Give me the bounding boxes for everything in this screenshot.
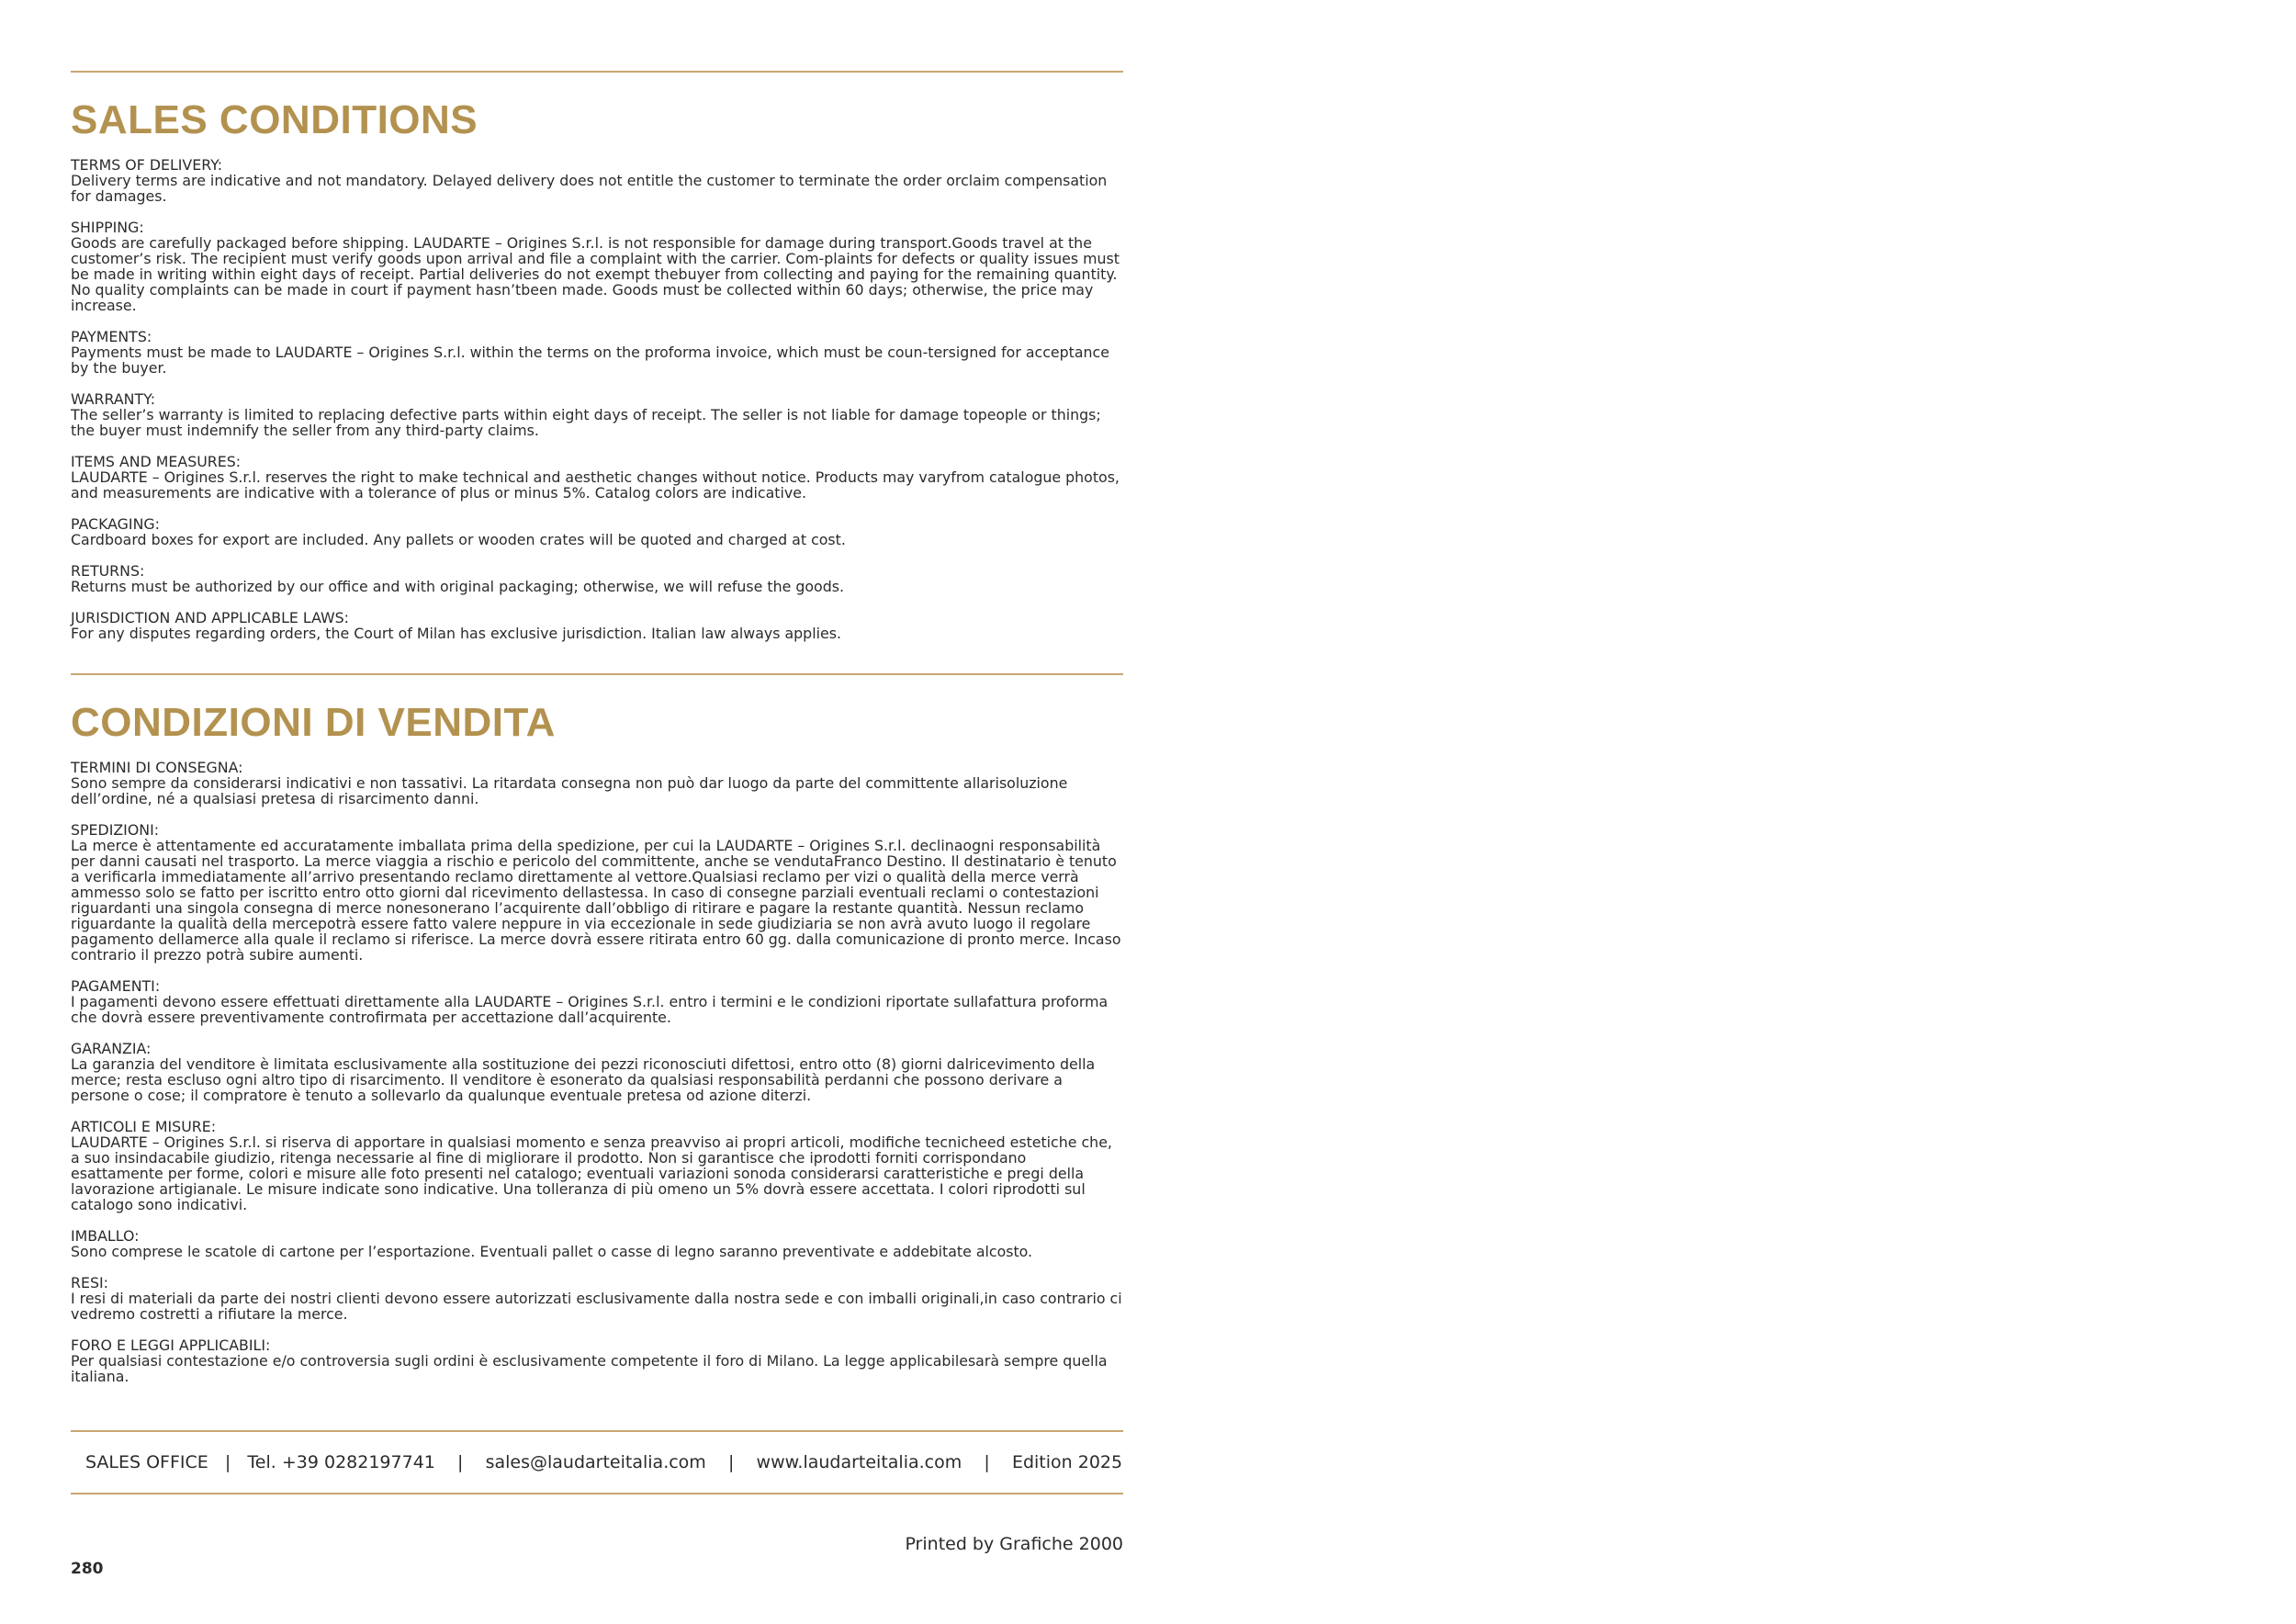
section-spedizioni — [71, 822, 1123, 963]
section-heading: PAGAMENTI: — [71, 977, 161, 995]
section-body: Returns must be authorized by our office and with original packaging; otherwise, we will refuse the goods. — [71, 578, 844, 595]
section-packaging — [71, 516, 1123, 547]
section-body: I resi di materiali da parte dei nostri clienti devono essere autorizzati esclusivamente dalla nostra sede e con imballi originali,in caso contrario ci vedremo costretti a rifiutare la merce. — [71, 1290, 1122, 1323]
sales-conditions-title: SALES CONDITIONS — [71, 97, 478, 142]
section-body: For any disputes regarding orders, the Court of Milan has exclusive jurisdiction. Italian law always applies. — [71, 625, 841, 642]
section-heading: PACKAGING: — [71, 515, 160, 533]
section-items-and-measures — [71, 454, 1123, 501]
sales-conditions-sections — [71, 157, 1123, 641]
condizioni-di-vendita-sections — [71, 760, 1123, 1384]
contact-footer-text: SALES OFFICE | Tel. +39 0282197741 | sales@laudarteitalia.com | www.laudarteitalia.com | Edition 2025 — [85, 1452, 1123, 1472]
section-heading: IMBALLO: — [71, 1227, 140, 1245]
section-heading: TERMINI DI CONSEGNA: — [71, 759, 243, 776]
section-heading: RETURNS: — [71, 562, 145, 580]
section-garanzia — [71, 1041, 1123, 1103]
middle-divider — [71, 673, 1123, 675]
contact-footer — [71, 1430, 1123, 1494]
section-body: The seller’s warranty is limited to replacing defective parts within eight days of receipt. The seller is not liable for damage topeople or things; the buyer must indemnify the seller from any third-party claims. — [71, 406, 1101, 439]
section-resi — [71, 1275, 1123, 1322]
section-body: Sono sempre da considerarsi indicativi e non tassativi. La ritardata consegna non può dar luogo da parte del committente allarisoluzione dell’ordine, né a qualsiasi pretesa di risarcimento danni. — [71, 774, 1068, 807]
section-heading: SHIPPING: — [71, 219, 144, 236]
section-heading: GARANZIA: — [71, 1040, 152, 1057]
section-shipping — [71, 220, 1123, 313]
section-body: Sono comprese le scatole di cartone per l’esportazione. Eventuali pallet o casse di legno saranno preventivate e addebitate alcosto. — [71, 1243, 1033, 1260]
section-warranty — [71, 391, 1123, 438]
condizioni-di-vendita-title: CONDIZIONI DI VENDITA — [71, 700, 556, 745]
section-body: I pagamenti devono essere effettuati direttamente alla LAUDARTE – Origines S.r.l. entro i termini e le condizioni riportate sullafattura proforma che dovrà essere preventivamente controfirmata per accettazione dall’acquirente. — [71, 993, 1109, 1026]
section-articoli-e-misure — [71, 1119, 1123, 1212]
section-heading: PAYMENTS: — [71, 328, 152, 345]
section-body: Goods are carefully packaged before shipping. LAUDARTE – Origines S.r.l. is not responsible for damage during transport.Goods travel at the customer’s risk. The recipient must verify goods upon arrival and file a complaint with the carrier. Com-plaints for defects or quality issues must be made in writing within eight days of receipt. Partial deliveries do not exempt thebuyer from collecting and paying for the remaining quantity. No quality complaints can be made in court if payment hasn’tbeen made. Goods must be collected within 60 days; otherwise, the price may increase. — [71, 234, 1120, 314]
section-body: Payments must be made to LAUDARTE – Origines S.r.l. within the terms on the proforma invoice, which must be coun-tersigned for acceptance by the buyer. — [71, 344, 1109, 377]
section-body: Cardboard boxes for export are included. Any pallets or wooden crates will be quoted and charged at cost. — [71, 531, 846, 548]
page-number: 280 — [71, 1560, 104, 1578]
section-heading: SPEDIZIONI: — [71, 821, 160, 839]
condizioni-di-vendita-block — [71, 673, 1123, 1384]
section-imballo — [71, 1228, 1123, 1259]
top-divider — [71, 71, 1123, 73]
section-heading: FORO E LEGGI APPLICABILI: — [71, 1336, 271, 1354]
section-termini-di-consegna — [71, 760, 1123, 806]
section-payments — [71, 329, 1123, 376]
section-heading: TERMS OF DELIVERY: — [71, 156, 223, 174]
section-jurisdiction — [71, 610, 1123, 641]
section-body: LAUDARTE – Origines S.r.l. reserves the right to make technical and aesthetic changes without notice. Products may varyfrom catalogue photos, and measurements are indicative with a tolerance of plus or minus 5%. Catalog colors are indicative. — [71, 468, 1120, 502]
section-foro-e-leggi — [71, 1337, 1123, 1384]
section-heading: ARTICOLI E MISURE: — [71, 1118, 217, 1135]
section-terms-of-delivery — [71, 157, 1123, 204]
section-heading: ITEMS AND MEASURES: — [71, 453, 242, 470]
section-body: Delivery terms are indicative and not mandatory. Delayed delivery does not entitle the customer to terminate the order orclaim compensation for damages. — [71, 172, 1108, 205]
section-pagamenti — [71, 978, 1123, 1025]
sales-conditions-block — [71, 71, 1123, 641]
section-body: Per qualsiasi contestazione e/o controversia sugli ordini è esclusivamente competente il foro di Milano. La legge applicabilesarà sempre quella italiana. — [71, 1352, 1108, 1385]
section-heading: JURISDICTION AND APPLICABLE LAWS: — [71, 609, 349, 626]
section-body: LAUDARTE – Origines S.r.l. si riserva di apportare in qualsiasi momento e senza preavviso ai propri articoli, modifiche tecnicheed estetiche che, a suo insindacabile giudizio, ritenga necessarie al fine di migliorare il prodotto. Non si garantisce che iprodotti forniti corrispondano esattamente per forme, colori e misure alle foto presenti nel catalogo; eventuali variazioni sonoda considerarsi caratteristiche e pregi della lavorazione artigianale. Le misure indicate sono indicative. Una tolleranza di più omeno un 5% dovrà essere accettata. I colori riprodotti sul catalogo sono indicativi. — [71, 1133, 1112, 1213]
section-heading: WARRANTY: — [71, 390, 156, 408]
section-body: La garanzia del venditore è limitata esclusivamente alla sostituzione dei pezzi riconosciuti difettosi, entro otto (8) giorni dalricevimento della merce; resta escluso ogni altro tipo di risarcimento. Il venditore è esonerato da qualsiasi responsabilità perdanni che possono derivare a persone o cose; il compratore è tenuto a sollevarlo da qualunque eventuale pretesa od azione diterzi. — [71, 1055, 1096, 1104]
section-heading: RESI: — [71, 1274, 108, 1291]
section-returns — [71, 563, 1123, 594]
printed-by: Printed by Grafiche 2000 — [905, 1534, 1123, 1554]
section-body: La merce è attentamente ed accuratamente imballata prima della spedizione, per cui la LAUDARTE – Origines S.r.l. declinaogni responsabilità per danni causati nel trasporto. La merce viaggia a rischio e pericolo del committente, anche se vendutaFranco Destino. Il destinatario è tenuto a verificarla immediatamente all’arrivo presentando reclamo direttamente al vettore.Qualsiasi reclamo per vizi o qualità della merce verrà ammesso solo se fatto per iscritto entro otto giorni dal ricevimento dellastessa. In caso di consegne parziali eventuali reclami o contestazioni riguardanti una singola consegna di merce nonesonerano l’acquirente dall’obbligo di ritirare e pagare la restante quantità. Nessun reclamo riguardante la qualità della mercepotrà essere fatto valere neppure in via eccezionale in sede giudiziaria se non avrà avuto luogo il regolare pagamento dellamerce alla quale il reclamo si riferisce. La merce dovrà essere ritirata entro 60 gg. dalla comunicazione di pronto merce. Incaso contrario il prezzo potrà subire aumenti. — [71, 837, 1121, 964]
